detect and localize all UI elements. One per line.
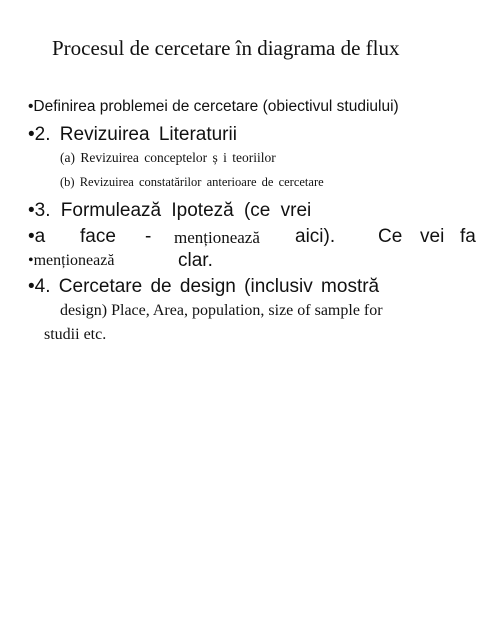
bullet-ipoteza: •3. Formulează Ipoteză (ce vrei [28,200,312,221]
word: face [80,226,116,247]
page-title: Procesul de cercetare în diagrama de flux [52,36,400,60]
clar-text: clar. [178,250,213,271]
bullet-design: •4. Cercetare de design (inclusiv mostră [28,276,380,297]
word: - [145,226,152,247]
design-continuation: design) Place, Area, population, size of sample for [60,302,383,319]
word: aici). [295,226,336,247]
bullet-definire: •Definirea problemei de cercetare (obiectivul studiului) [28,98,399,115]
sub-item-b: (b) Revizuirea constatărilor anterioare de cercetare [60,175,324,189]
word: fa [460,226,476,247]
mentioneaza-text: •menționează [28,252,115,269]
word: menționează [174,228,260,247]
sub-item-a: (a) Revizuirea conceptelor ș i teoriilor [60,150,276,165]
bullet-revizuire: •2. Revizuirea Literaturii [28,124,237,145]
studii-text: studii etc. [44,326,107,343]
word: Ce [378,226,403,247]
word: •a [28,226,46,247]
justified-line [28,226,498,252]
mentioneaza-line [28,250,328,276]
word: vei [420,226,445,247]
